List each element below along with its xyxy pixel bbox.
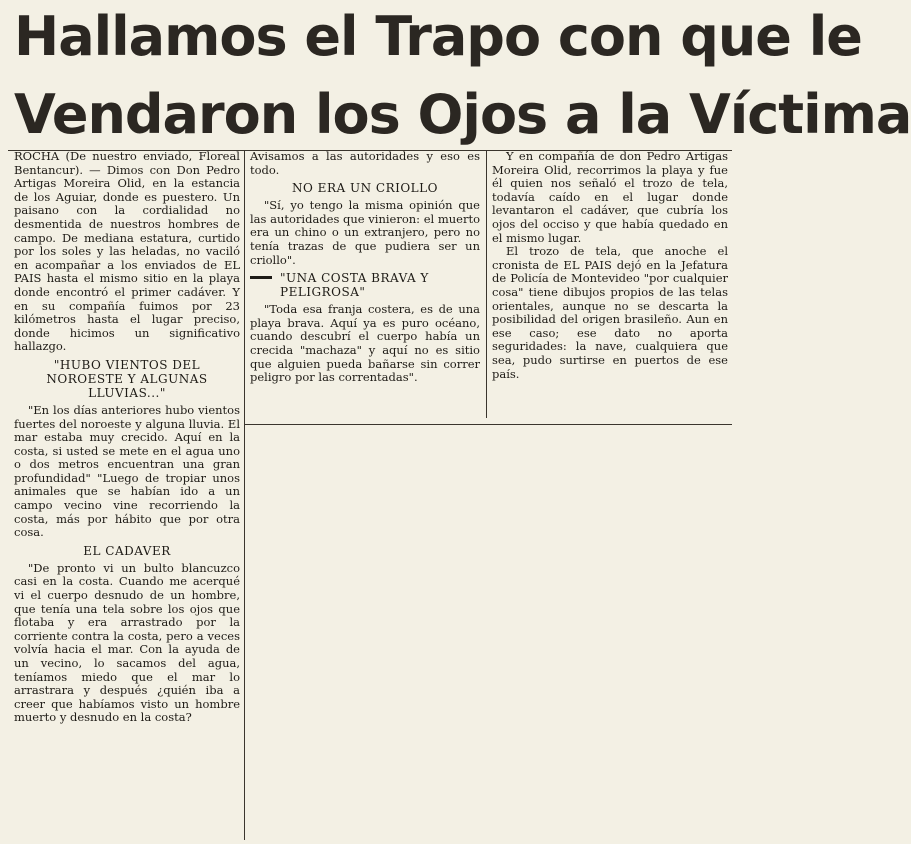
paragraph-criollo: "Sí, yo tengo la misma opinión que las autoridades que vinieron: el muerto era un chino o un extranjero, pero no tenía trazas de que pudiera ser un criollo". <box>250 198 480 267</box>
subhead-costa-brava <box>250 271 480 299</box>
paragraph-recorrimos: Y en compañía de don Pedro Artigas Moreira Olid, recorrimos la playa y fue él quien nos señaló el trozo de tela, todavía caído en el lugar donde levantaron el cadáver, que cubría los ojos del occiso y que había quedado en el mismo lugar. <box>492 149 728 245</box>
column-rule-left <box>244 150 245 840</box>
subhead-criollo: NO ERA UN CRIOLLO <box>292 181 438 196</box>
paragraph-vientos: "En los días anteriores hubo vientos fuertes del noroeste y alguna lluvia. El mar estaba muy crecido. Aquí en la costa, si usted se mete en el agua uno o dos metros encuentran una gran profundidad" "Luego de tropiar unos animales que se habían ido a un campo vecino vine recorriendo la costa, más por hábito que por otra cosa. <box>14 402 240 540</box>
dateline-paragraph: ROCHA (De nuestro enviado, Floreal Bentancur). — Dimos con Don Pedro Artigas Moreira Olid, en la estancia de los Aguiar, donde es puestero. Un paisano con la cordialidad no desmentida de nuestros hombres de campo. De mediana estatura, curtido por los soles y las heladas, no vaciló en acompañar a los enviados de EL PAIS hasta el mismo sitio en la playa donde encontró el primer cadáver. Y en su compañía fuimos por 23 kilómetros hasta el lugar preciso, donde hicimos un significativo hallazgo. <box>14 149 240 354</box>
paragraph-costa-brava: "Toda esa franja costera, es de una playa brava. Aquí ya es puro océano, cuando descubrí el cuerpo había un crecida "machaza" y aquí no es sitio que alguien pueda bañarse sin correr peligro por las correntadas". <box>250 302 480 385</box>
headline-line-1: Hallamos el Trapo con que le <box>14 5 862 68</box>
article-column-1 <box>14 150 240 725</box>
subhead-costa-brava-text: "UNA COSTA BRAVA Y PELIGROSA" <box>280 271 429 300</box>
bottom-rule-right <box>244 424 732 425</box>
headline-line-2: Vendaron los Ojos a la Víctima <box>14 83 911 146</box>
article-column-3 <box>492 150 728 381</box>
subhead-cadaver: EL CADAVER <box>83 543 171 558</box>
dash-ornament <box>250 276 272 279</box>
article-column-2 <box>250 150 480 385</box>
column-rule-right <box>486 150 487 418</box>
subhead-vientos: "HUBO VIENTOS DEL NOROESTE Y ALGUNAS LLUVIAS..." <box>46 357 208 400</box>
paragraph-trozo-de-tela: El trozo de tela, que anoche el cronista de EL PAIS dejó en la Jefatura de Policía de Montevideo "por cualquier cosa" tiene dibujos propios de las telas orientales, aunque no se descarta la posibilidad del origen brasileño. Aun en ese caso; ese dato no aporta seguridades: la nave, cualquiera que sea, pudo surtirse en puertos de ese país. <box>492 244 728 381</box>
paragraph-cadaver: "De pronto vi un bulto blancuzco casi en la costa. Cuando me acerqué vi el cuerpo desnudo de un hombre, que tenía una tela sobre los ojos que flotaba y era arrastrado por la corriente contra la costa, pero a veces volvía hacia el mar. Con la ayuda de un vecino, lo sacamos del agua, teníamos miedo que el mar lo arrastrara y después ¿quién iba a creer que habíamos visto un hombre muerto y desnudo en la costa? <box>14 560 240 725</box>
paragraph-avisamos: Avisamos a las autoridades y eso es todo. <box>250 149 480 177</box>
